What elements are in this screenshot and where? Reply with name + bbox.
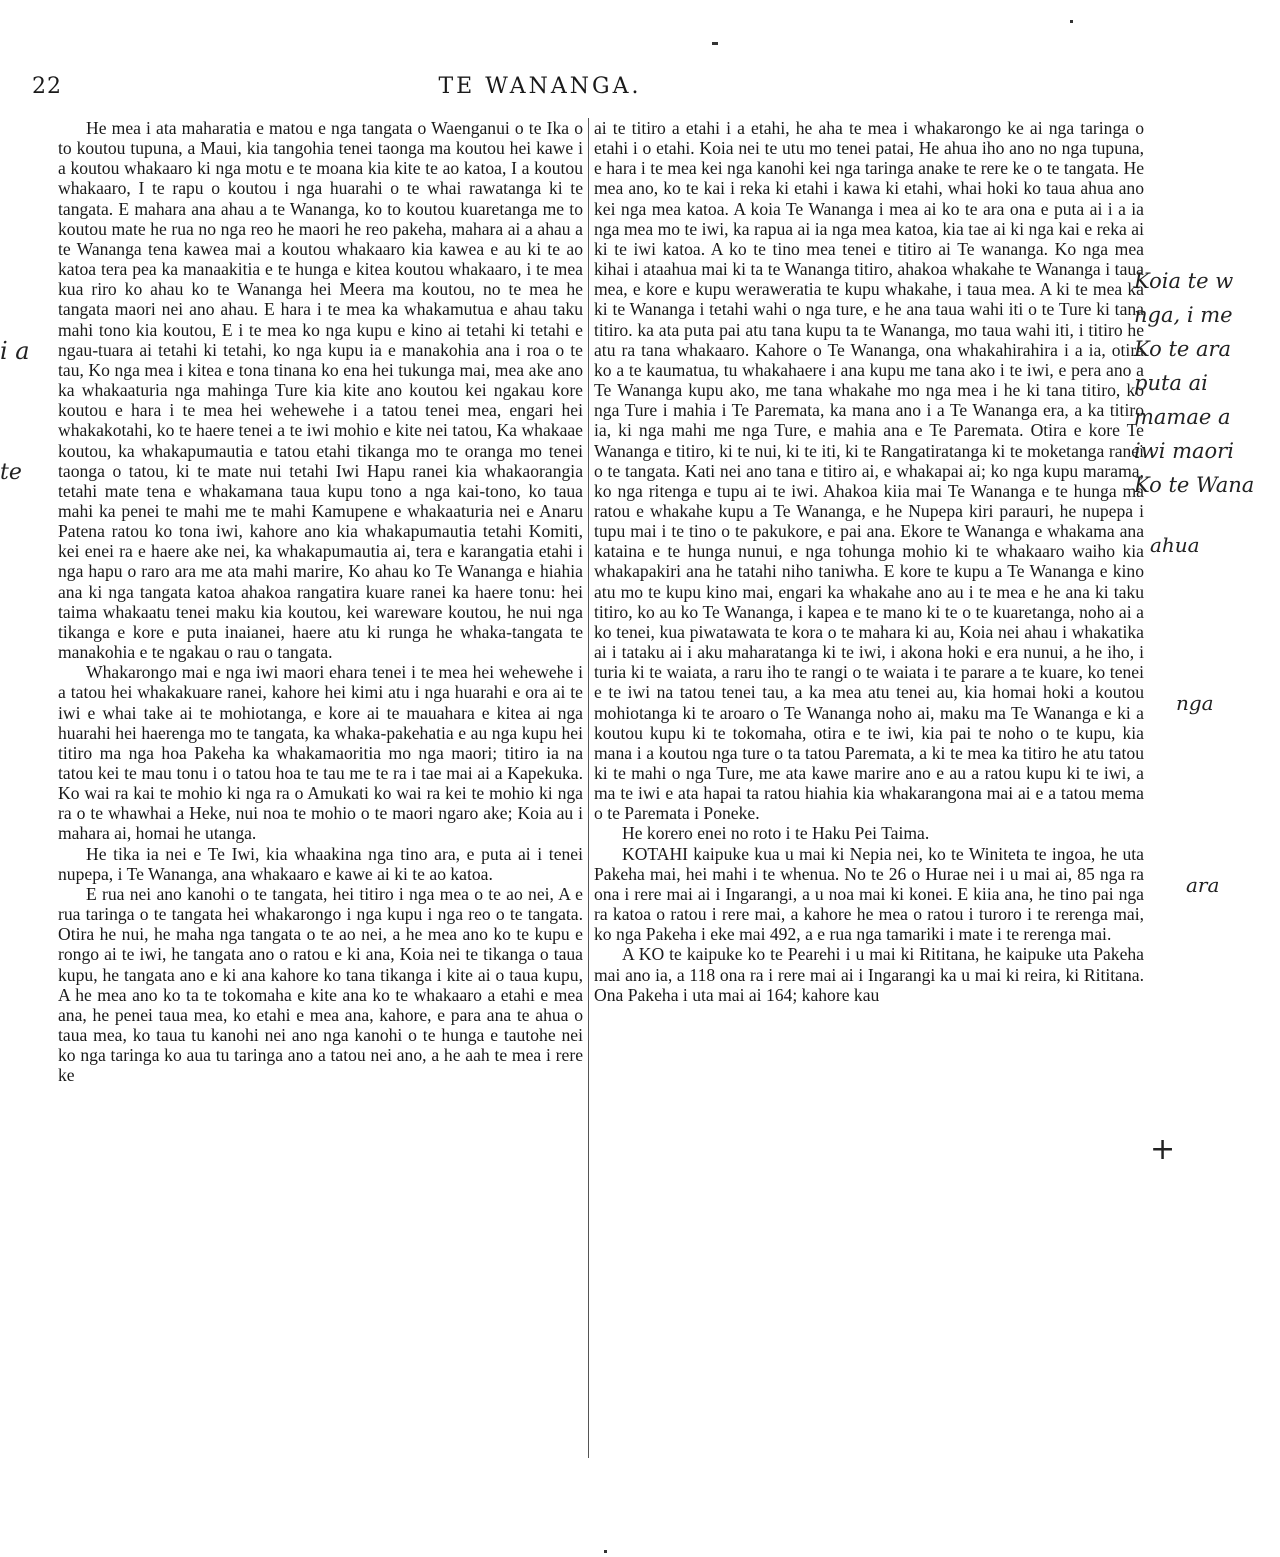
- left-column: [58, 118, 583, 1086]
- margin-note-line: mamae a: [1134, 405, 1231, 429]
- masthead-text: TE WANANGA.: [438, 74, 642, 99]
- paragraph: Whakarongo mai e nga iwi maori ehara tenei i te mea hei wehewehe i a tatou hei whakakuare ranei, kahore hei kimi atu i nga huarahi e ora ai te iwi e whai take ai te mohiotanga, e kore ai te mauahara e kitea ai nga huarahi hei haerenga mo te tangata, ka whaka-pakehatia e au nga kupu hei titiro ma nga hoa Pakeha ka whakamaoritia mo nga maori; titiro ia na tatou kei te mau tonu i o tatou hoa te tau me te ra i tae mai ai a Kapekuka. Ko wai ra kai te mohio ki nga ra o Amukati ko wai ra kei te mohio ki nga ra o te whawhai a Heke, nui noa te mohio o te maori ngaro ake; Koia au i mahara ai, homai he utanga.: [58, 662, 583, 844]
- scan-speck: [1070, 20, 1073, 23]
- paragraph: He tika ia nei e Te Iwi, kia whaakina nga tino ara, e puta ai i tenei nupepa, i Te Wananga, ana whakaaro e kawe ai ki te ao katoa.: [58, 843, 583, 884]
- paragraph: A KO te kaipuke ko te Pearehi i u mai ki Rititana, he kaipuke uta Pakeha mai ano ia, a 118 ona ra i rere mai ai i Ingarangi ka u mai ki reira, ki Rititana. Ona Pakeha i uta mai ai 164; kahore kau: [594, 944, 1144, 1005]
- margin-note-right-top: [1134, 264, 1278, 502]
- scan-speck: [604, 1550, 607, 1553]
- scan-speck: [712, 42, 718, 45]
- margin-note-left-te: te: [0, 460, 22, 485]
- margin-note-ahua: ahua: [1150, 533, 1200, 557]
- paragraph: ai te titiro a etahi i a etahi, he aha te mea i whakarongo ke ai nga taringa o etahi i o etahi. Koia nei te utu mo tenei patai, He ahua iho ano no nga tupuna, e hara i te mea kei nga kanohi kei nga taringa anake te rere ke o te tangata. He mea ano, ko te kai i reka ki etahi i kawa ki etahi, whai hoki ko taua ahua ano kei nga mea katoa. A koia Te Wananga i mea ai ko te ara ona e puta ai i a ia nga mea mo te iwi, ka rapua ai ia nga mea katoa, kia tae ai ki nga kai e reka ai ki te iwi katoa. A ko te tino mea tenei e titiro ai Te wananga. Ko nga mea kihai i ataahua mai ki ta te Wananga titiro, ahakoa whakahe te Wananga i taua mea, e kore e kupu weraweratia te kupu whakahe, i taua mea. A ki te mea ka ki te Wananga i tetahi wahi o nga ture, e he ana taua wahi iti o te Ture ki tana titiro. ka ata puta pai atu tana kupu ta te Wananga, mo taua wahi iti, i titiro he atu ra tana whakaaro. Kahore o Te Wananga, ona whakahirahira i a ia, otira ko a te kaumatua, tu whakahaere i ana kupu me tana ako i te iwi, e pera ano a Te Wananga kupu ako, me tana whakahe mo nga mea i he ki tana titiro, ko nga Ture i mahia i Te Paremata, ka mana ano i a Te Wananga era, a ka titiro ia, ki nga mahi me nga Ture, e mahia ana e Te Paremata. Otira e kore Te Wananga e titiro, ki te nui, ki te iti, ki te Rangatiratanga ki te moketanga ranei o te tangata. Kati nei ano tana e titiro ai, e whakapai ai; ko nga kupu marama, ko nga ritenga e tupu ai te iwi. Ahakoa kiia mai Te Wananga e te hunga ma ratou e whakahe kupu a Te Wananga, e he Nupepa kiri parauri, he nupepa i tupu mai i te tino o te pakukore, e pai ana. Ekore te Wananga e whakama ana kataina e te hunga nunui, e nga tohunga mohio ki te whakaaro waiho kia whakapakiri ana he tatahi niho taniwha. E kore te kupu a Te Wananga e kino atu mo te kupu kino mai, engari ka whakahe ano au i te mea e he ana ki taku titiro, ko au ko Te Wananga, i kapea e te mano ki te o te kuaretanga, noho ai a ko tenei, kua piwatawata te kora o te mahara ki au, Koia nei ahau i whakatika ai i tataku ai i aku maharatanga ki te iwi, i akona hoki e era nunui, a he iho, i turia ki te waiata, a raru iho te rangi o te waiata i te parare a te kuare, ko tenei e te iwi na tatou tenei tau, a ka mea atu tenei au, kia homai hoki a koutou mohiotanga ki te aroaro o Te Wananga noho ai, maku ma Te Wananga e ki a koutou kupu ki te tokomaha, otira e te iwi, kia pai te noho o te kupu, kia mana i a koutou nga ture o ta tatou Paremata, a ki te mea ka titiro he atu tatou ki te mahi o nga Ture, me ata kawe marire ano e au a ratou kupu ki te iwi, a ma te iwi e ata hapai ta ratou hiahia kia whakarangona mai ai e a tatou mema o te Paremata i Poneke.: [594, 118, 1144, 824]
- page-number: 22: [32, 74, 62, 99]
- paragraph: E rua nei ano kanohi o te tangata, hei titiro i nga mea o te ao nei, A e rua taringa o te tangata hei whakarongo i nga kupu i nga reo o te tangata. Otira he nui, he maha nga tangata o te ao nei, a he mea ano ko te kupu e rongo ai te iwi, he tangata ano o ratou e ki ana, Koia nei te tikanga o taua kupu, he tangata ano e ki ana kahore ko tana tikanga i kite ai o taua kupu, A he mea ano ko ta te tokomaha e kite ana ko te whakaaro a etahi e mea ana, he penei taua mea, ko etahi e mea ana, kahore, e para ana te ahua o taua mea, ko taua tu kanohi nei ano nga kanohi o te hunga e tautohe nei ko nga taringa ko aua tu taringa ano a tatou nei ano, a he aah te mea i rere ke: [58, 883, 583, 1086]
- margin-note-line: Ko te ara: [1134, 337, 1232, 361]
- margin-note-line: Ko te Wana: [1134, 473, 1255, 497]
- paragraph: He mea i ata maharatia e matou e nga tangata o Waenganui o te Ika o to koutou tupuna, a Maui, kia tangohia tenei taonga ma koutou hei kawe i a koutou whakaaro ki nga motu e te moana kia kite te ao katoa, I a koutou whakaaro, I te rapu o koutou i nga huarahi o te whai rawatanga ki te tangata. E mahara ana ahau a te Wananga, ko to koutou kuaretanga me to koutou mate he rua no nga reo he maori he reo pakeha, mahara ai a ahau a te Wananga tena kawea mai a koutou whakaaro kia kawea e au ki te ao katoa tera pea ka manaakitia e te hunga e kitea koutou whakaaro, i te mea kua riro ko ahau ko te Wananga hei Meera ma koutou, no te mea he tangata maori nei ano ahau. E hara i te mea ka whakamutua e ahau taku mahi tono kia koutou, E i te mea ko nga kupu e kino ai tetahi ki tetahi e ngau-tuara ai tetahi ki tetahi, ko nga kupu ia e manakohia ana i roa o te tau, Ko nga mea i kitea e tona tinana ko ena hei tukunga mai, mea ake ano ka whakaaturia nga mahinga Ture kia kite ano koutou kei ngakau kore koutou e hara i te mea hei wehewehe i a tatou tenei mea, engari hei whakakotahi, ko te haere tenei a te iwi mohio e kite nei tatou, Ka whakaae koutou, ka whakapumautia e tatou etahi tikanga mo te oranga mo tenei taonga o tatou, ki te mate nui tetahi Iwi Hapu ranei kia whakaorangia tetahi mate tena e whakamana taua kupu tono a nga kai-tono, ko taua mahi ka penei te mahi me te mahi Kamupene e whakaaturia nei e Anaru Patena ratou ko tona iwi, kahore ano kia whakapumautia tetahi Komiti, kei enei ra e haere ake nei, ka whakapumautia ai, tera e karangatia etahi i nga hapu o raro ara me ata mahi marire, Ko ahau ko Te Wananga e hiahia ana ki nga tangata katoa ahakoa rangatira kuare ranei ka haere tonu: hei taima whakaatu tenei maku kia koutou, kei wareware koutou, he nui nga tikanga e kore e puta inaianei, haere atu ki runga he whaka-tangata te manakohia e te ngakau o rau o tangata.: [58, 118, 583, 663]
- margin-note-line: Koia te w: [1134, 269, 1234, 293]
- section-heading: He korero enei no roto i te Haku Pei Taima.: [622, 823, 930, 844]
- margin-note-line: puta ai: [1134, 371, 1208, 395]
- paragraph: KOTAHI kaipuke kua u mai ki Nepia nei, ko te Winiteta te ingoa, he uta Pakeha mai, hei mahi i te whenua. No te 26 o Hurae nei i u mai ai, 85 nga ra ona i rere mai ai i Ingarangi, a u noa mai ki konei. E kiia ana, he tino pai nga ra katoa o ratou i rere mai, a kahore he mea o ratou i turoro i te rerenga mai, ko nga Pakeha i eke mai 492, a e rua nga tamariki i mate i te rerenga mai.: [594, 843, 1144, 945]
- column-divider: [588, 118, 589, 1458]
- margin-note-nga: nga: [1176, 691, 1214, 715]
- margin-note-ara: ara: [1186, 873, 1220, 897]
- right-column: [594, 118, 1144, 1005]
- margin-note-line: iwi maori: [1134, 439, 1234, 463]
- masthead-title: [0, 74, 1280, 99]
- margin-note-line: nga, i me: [1134, 303, 1233, 327]
- margin-note-left-ia: i a: [0, 337, 30, 365]
- margin-cross-mark: +: [1150, 1132, 1176, 1167]
